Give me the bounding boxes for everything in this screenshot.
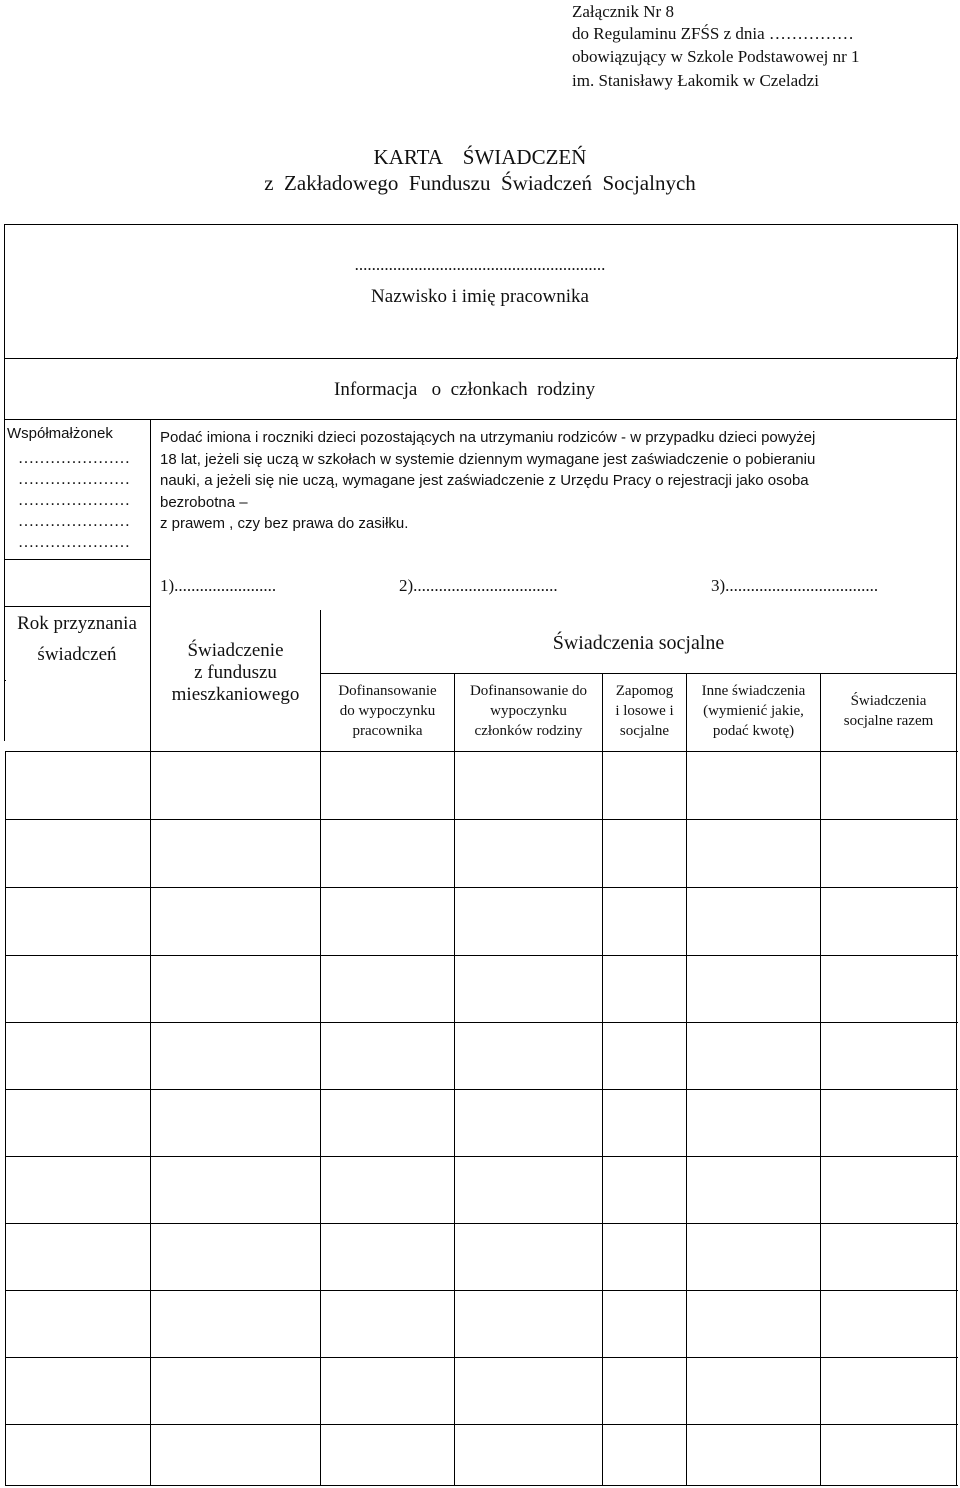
attachment-number: Załącznik Nr 8 <box>572 2 674 21</box>
child-entry-3[interactable]: 3).................................... <box>711 576 879 595</box>
document-subtitle: z Zakładowego Funduszu Świadczeń Socjalnych <box>264 171 696 195</box>
subcol-line: podać kwotę) <box>712 723 795 739</box>
housing-header-line: z funduszu <box>194 662 277 683</box>
child-entry-1[interactable]: 1)........................ <box>160 576 277 595</box>
instruction-line: 18 lat, jeżeli się uczą w szkołach w systemie dziennym wymagane jest zaświadczenie o pobieraniu <box>160 450 816 468</box>
school-patron: im. Stanisławy Łakomik w Czeladzi <box>572 71 819 90</box>
subcol-line: Inne świadczenia <box>701 683 806 699</box>
subcol-line: Zapomog <box>615 683 674 699</box>
instruction-line: Podać imiona i roczniki dzieci pozostających na utrzymaniu rodziców - w przypadku dzieci powyżej <box>160 429 816 446</box>
year-header-line: Rok przyznania <box>17 613 137 634</box>
subcol-allowances <box>603 681 686 741</box>
regulation-reference: do Regulaminu ZFŚS z dnia …………… <box>572 24 854 43</box>
subcol-total <box>821 691 956 731</box>
subcol-line: do wypoczynku <box>339 703 436 719</box>
grid-column-line <box>686 751 687 1486</box>
children-instructions <box>160 427 815 535</box>
subcol-other-benefits <box>687 681 820 741</box>
grid-column-line <box>956 751 957 1486</box>
subcol-line: socjalne <box>619 723 670 739</box>
subcol-line: Dofinansowanie <box>338 683 437 699</box>
instruction-line: bezrobotna – <box>160 493 248 511</box>
housing-header-line: Świadczenie <box>187 640 284 661</box>
employee-name-label: Nazwisko i imię pracownika <box>371 286 589 307</box>
grid-row-line <box>5 955 958 956</box>
subcol-line: (wymienić jakie, <box>703 703 804 719</box>
grid-row-line <box>5 1290 958 1291</box>
subcol-employee-holiday <box>321 681 454 741</box>
instruction-line: z prawem , czy bez prawa do zasiłku. <box>160 515 409 532</box>
subcol-line: członków rodziny <box>474 723 583 739</box>
spouse-line: ………………… <box>18 513 130 530</box>
grid-column-line <box>454 751 455 1486</box>
grid-row-line <box>5 1089 958 1090</box>
subcol-family-holiday <box>455 681 602 741</box>
child-entry-2[interactable]: 2).................................. <box>399 576 558 595</box>
grid-row-line <box>5 1156 958 1157</box>
subcol-line: Dofinansowanie do <box>469 683 588 699</box>
grid-row-line <box>5 1022 958 1023</box>
subcol-line: wypoczynku <box>490 703 567 719</box>
spouse-entries[interactable] <box>18 448 148 553</box>
grid-column-line <box>602 751 603 1486</box>
subcol-line: i losowe i <box>615 703 674 719</box>
grid-row-line <box>5 1223 958 1224</box>
grid-row-line <box>5 1357 958 1358</box>
grid-column-line <box>820 751 821 1486</box>
year-column-header <box>4 608 150 670</box>
grid-row-line <box>5 1424 958 1425</box>
grid-column-line <box>320 751 321 1486</box>
subcol-line: pracownika <box>352 723 423 739</box>
grid-row-line <box>5 1485 958 1486</box>
employee-name-dots[interactable]: ........................................................... <box>354 255 606 274</box>
spouse-line: ………………… <box>18 534 130 551</box>
family-info-heading: Informacja o członkach rodziny <box>334 379 596 400</box>
school-name: obowiązujący w Szkole Podstawowej nr 1 <box>572 47 860 66</box>
grid-row-line <box>5 751 958 752</box>
housing-column-header <box>151 640 320 706</box>
spouse-line: ………………… <box>18 471 130 488</box>
social-benefits-header: Świadczenia socjalne <box>552 632 725 654</box>
spouse-line: ………………… <box>18 492 130 509</box>
subcol-line: Świadczenia <box>850 693 927 709</box>
housing-header-line: mieszkaniowego <box>171 684 300 705</box>
instruction-line: nauki, a jeżeli się nie uczą, wymagane jest zaświadczenie z Urzędu Pracy o rejestracji jako osoba <box>160 472 809 489</box>
spouse-line: ………………… <box>18 450 130 467</box>
grid-row-line <box>5 819 958 820</box>
spouse-label: Współmałżonek <box>7 425 113 442</box>
document-title: KARTA ŚWIADCZEŃ <box>373 145 587 169</box>
grid-column-line <box>150 751 151 1486</box>
grid-column-line <box>5 751 6 1486</box>
year-header-line: świadczeń <box>37 644 117 665</box>
grid-row-line <box>5 887 958 888</box>
subcol-line: socjalne razem <box>843 713 934 729</box>
